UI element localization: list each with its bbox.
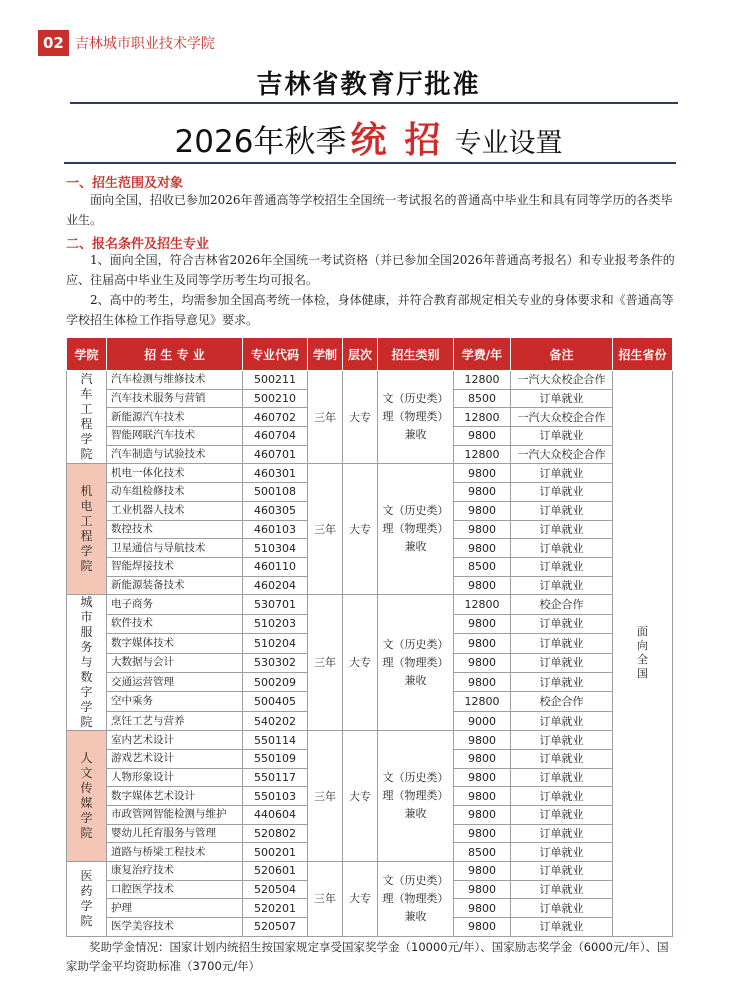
fee-cell: 9800 (454, 731, 511, 750)
code-cell: 510204 (243, 634, 308, 653)
fee-cell: 9000 (454, 711, 511, 730)
table-row (67, 595, 673, 614)
note-cell: 校企合作 (511, 692, 613, 711)
code-cell: 460701 (243, 445, 308, 464)
major-cell: 汽车制造与试验技术 (107, 445, 243, 464)
section-paragraph-scope: 面向全国，招收已参加2026年普通高等学校招生全国统一考试报名的普通高中毕业生和具有同等学历的各类毕业生。 (66, 193, 673, 227)
header-code: 专业代码 (243, 338, 308, 371)
major-cell: 软件技术 (107, 614, 243, 633)
fee-cell: 9800 (454, 576, 511, 595)
note-cell: 订单就业 (511, 634, 613, 653)
header-provinces: 招生省份 (613, 338, 673, 371)
majors-table (66, 337, 673, 937)
note-cell: 订单就业 (511, 880, 613, 899)
fee-cell: 9800 (454, 862, 511, 881)
code-cell: 460103 (243, 520, 308, 539)
header-college: 学院 (67, 338, 107, 371)
scholarship-footer: 奖助学金情况：国家计划内统招生按国家规定享受国家奖学金（10000元/年）、国家励志奖学金（6000元/年）、国家助学金平均资助标准（3700元/年） (66, 940, 669, 973)
note-cell: 订单就业 (511, 427, 613, 446)
fee-cell: 9800 (454, 768, 511, 787)
duration-cell: 三年 (308, 595, 343, 731)
fee-cell: 9800 (454, 918, 511, 937)
note-cell: 订单就业 (511, 389, 613, 408)
note-cell: 订单就业 (511, 520, 613, 539)
major-cell: 新能源装备技术 (107, 576, 243, 595)
major-cell: 室内艺术设计 (107, 731, 243, 750)
table-row (67, 464, 673, 483)
level-cell: 大专 (343, 371, 378, 464)
fee-cell: 9800 (454, 483, 511, 502)
fee-cell: 12800 (454, 371, 511, 390)
college-cell (67, 371, 107, 464)
note-cell: 一汽大众校企合作 (511, 445, 613, 464)
code-cell: 500405 (243, 692, 308, 711)
main-title (0, 112, 737, 163)
major-cell: 交通运营管理 (107, 672, 243, 691)
code-cell: 460110 (243, 557, 308, 576)
college-cell (67, 862, 107, 937)
major-cell: 医学美容技术 (107, 918, 243, 937)
level-cell: 大专 (343, 731, 378, 862)
major-cell: 新能源汽车技术 (107, 408, 243, 427)
fee-cell: 12800 (454, 692, 511, 711)
code-cell: 510203 (243, 614, 308, 633)
duration-cell: 三年 (308, 464, 343, 595)
approval-title: 吉林省教育厅批准 (256, 70, 481, 100)
code-cell: 520504 (243, 880, 308, 899)
code-cell: 520601 (243, 862, 308, 881)
main-title-highlight-1: 统 (350, 120, 397, 161)
category-cell: 文（历史类）理（物理类）兼收 (378, 595, 454, 731)
code-cell: 540202 (243, 711, 308, 730)
major-cell: 烹饪工艺与营养 (107, 711, 243, 730)
note-cell: 订单就业 (511, 672, 613, 691)
fee-cell: 12800 (454, 445, 511, 464)
provinces-label: 面向全国 (637, 625, 648, 681)
fee-cell: 9800 (454, 749, 511, 768)
title-divider-bottom (64, 162, 676, 164)
fee-cell: 9800 (454, 806, 511, 825)
code-cell: 440604 (243, 806, 308, 825)
category-cell: 文（历史类）理（物理类）兼收 (378, 862, 454, 937)
level-cell: 大专 (343, 464, 378, 595)
note-cell: 一汽大众校企合作 (511, 371, 613, 390)
category-cell: 文（历史类）理（物理类）兼收 (378, 464, 454, 595)
duration-cell: 三年 (308, 371, 343, 464)
fee-cell: 8500 (454, 389, 511, 408)
fee-cell: 9800 (454, 427, 511, 446)
note-cell: 订单就业 (511, 787, 613, 806)
duration-cell: 三年 (308, 731, 343, 862)
major-cell: 数控技术 (107, 520, 243, 539)
note-cell: 订单就业 (511, 806, 613, 825)
code-cell: 550109 (243, 749, 308, 768)
fee-cell: 9800 (454, 614, 511, 633)
note-cell: 订单就业 (511, 843, 613, 862)
level-cell: 大专 (343, 595, 378, 731)
category-cell: 文（历史类）理（物理类）兼收 (378, 731, 454, 862)
note-cell: 订单就业 (511, 483, 613, 502)
college-name: 医药学院 (80, 868, 93, 928)
fee-cell: 9800 (454, 899, 511, 918)
code-cell: 530701 (243, 595, 308, 614)
major-cell: 机电一体化技术 (107, 464, 243, 483)
code-cell: 460702 (243, 408, 308, 427)
table-row (67, 862, 673, 881)
major-cell: 智能焊接技术 (107, 557, 243, 576)
table-row (67, 731, 673, 750)
header-category: 招生类别 (378, 338, 454, 371)
code-cell: 460301 (243, 464, 308, 483)
college-name: 汽车工程学院 (80, 372, 93, 462)
header-note: 备注 (511, 338, 613, 371)
section-paragraph-conditions-1: 1、面向全国，符合吉林省2026年全国统一考试资格（并已参加全国2026年普通高考报名）和专业报考条件的应、往届高中毕业生及同等学历考生均可报名。 (66, 253, 675, 287)
note-cell: 订单就业 (511, 614, 613, 633)
major-cell: 人物形象设计 (107, 768, 243, 787)
fee-cell: 8500 (454, 557, 511, 576)
college-cell (67, 731, 107, 862)
header-fee: 学费/年 (454, 338, 511, 371)
level-cell: 大专 (343, 862, 378, 937)
code-cell: 550103 (243, 787, 308, 806)
code-cell: 550117 (243, 768, 308, 787)
note-cell: 订单就业 (511, 731, 613, 750)
major-cell: 汽车检测与维修技术 (107, 371, 243, 390)
code-cell: 550114 (243, 731, 308, 750)
section-paragraph-conditions-2: 2、高中的考生，均需参加全国高考统一体检，身体健康，并符合教育部规定相关专业的身体要求和《普通高等学校招生体检工作指导意见》要求。 (66, 293, 674, 327)
fee-cell: 12800 (454, 595, 511, 614)
fee-cell: 9800 (454, 824, 511, 843)
main-title-suffix: 专业设置 (454, 128, 563, 159)
main-title-highlight-2: 招 (404, 120, 451, 161)
code-cell: 500211 (243, 371, 308, 390)
category-cell: 文（历史类）理（物理类）兼收 (378, 371, 454, 464)
table-row (67, 371, 673, 390)
major-cell: 智能网联汽车技术 (107, 427, 243, 446)
title-divider-top (70, 102, 678, 104)
fee-cell: 9800 (454, 464, 511, 483)
major-cell: 卫星通信与导航技术 (107, 539, 243, 558)
note-cell: 订单就业 (511, 749, 613, 768)
page-header (38, 30, 215, 56)
fee-cell: 9800 (454, 520, 511, 539)
fee-cell: 9800 (454, 653, 511, 672)
fee-cell: 9800 (454, 634, 511, 653)
fee-cell: 8500 (454, 843, 511, 862)
note-cell: 订单就业 (511, 824, 613, 843)
page-number: 02 (38, 30, 69, 56)
header-level: 层次 (343, 338, 378, 371)
major-cell: 数字媒体技术 (107, 634, 243, 653)
code-cell: 500201 (243, 843, 308, 862)
code-cell: 460704 (243, 427, 308, 446)
code-cell: 530302 (243, 653, 308, 672)
note-cell: 订单就业 (511, 653, 613, 672)
major-cell: 汽车技术服务与营销 (107, 389, 243, 408)
header-duration: 学制 (308, 338, 343, 371)
table-header-row (67, 338, 673, 371)
note-cell: 订单就业 (511, 899, 613, 918)
fee-cell: 9800 (454, 539, 511, 558)
major-cell: 空中乘务 (107, 692, 243, 711)
college-name: 城市服务与数字学院 (80, 595, 93, 730)
fee-cell: 9800 (454, 787, 511, 806)
provinces-cell (613, 371, 673, 937)
school-name: 吉林城市职业技术学院 (74, 36, 215, 52)
note-cell: 一汽大众校企合作 (511, 408, 613, 427)
major-cell: 数字媒体艺术设计 (107, 787, 243, 806)
code-cell: 460305 (243, 501, 308, 520)
college-cell (67, 595, 107, 731)
main-title-year: 2026年秋季 (174, 124, 347, 160)
fee-cell: 9800 (454, 672, 511, 691)
college-name: 人文传媒学院 (80, 751, 93, 841)
note-cell: 订单就业 (511, 539, 613, 558)
code-cell: 520802 (243, 824, 308, 843)
duration-cell: 三年 (308, 862, 343, 937)
major-cell: 护理 (107, 899, 243, 918)
code-cell: 510304 (243, 539, 308, 558)
code-cell: 500108 (243, 483, 308, 502)
code-cell: 500210 (243, 389, 308, 408)
note-cell: 校企合作 (511, 595, 613, 614)
note-cell: 订单就业 (511, 464, 613, 483)
major-cell: 大数据与会计 (107, 653, 243, 672)
note-cell: 订单就业 (511, 557, 613, 576)
fee-cell: 12800 (454, 408, 511, 427)
college-name: 机电工程学院 (80, 484, 93, 574)
major-cell: 婴幼儿托育服务与管理 (107, 824, 243, 843)
major-cell: 动车组检修技术 (107, 483, 243, 502)
code-cell: 460204 (243, 576, 308, 595)
note-cell: 订单就业 (511, 711, 613, 730)
note-cell: 订单就业 (511, 862, 613, 881)
code-cell: 500209 (243, 672, 308, 691)
note-cell: 订单就业 (511, 768, 613, 787)
fee-cell: 9800 (454, 501, 511, 520)
major-cell: 电子商务 (107, 595, 243, 614)
section-heading-scope: 一、招生范围及对象 (66, 176, 184, 191)
code-cell: 520507 (243, 918, 308, 937)
header-major: 招 生 专 业 (107, 338, 243, 371)
note-cell: 订单就业 (511, 501, 613, 520)
major-cell: 康复治疗技术 (107, 862, 243, 881)
fee-cell: 9800 (454, 880, 511, 899)
major-cell: 口腔医学技术 (107, 880, 243, 899)
college-cell (67, 464, 107, 595)
major-cell: 道路与桥梁工程技术 (107, 843, 243, 862)
code-cell: 520201 (243, 899, 308, 918)
major-cell: 游戏艺术设计 (107, 749, 243, 768)
major-cell: 市政管网智能检测与维护 (107, 806, 243, 825)
note-cell: 订单就业 (511, 576, 613, 595)
table-body (67, 371, 673, 937)
major-cell: 工业机器人技术 (107, 501, 243, 520)
section-heading-conditions: 二、报名条件及招生专业 (66, 237, 210, 252)
note-cell: 订单就业 (511, 918, 613, 937)
